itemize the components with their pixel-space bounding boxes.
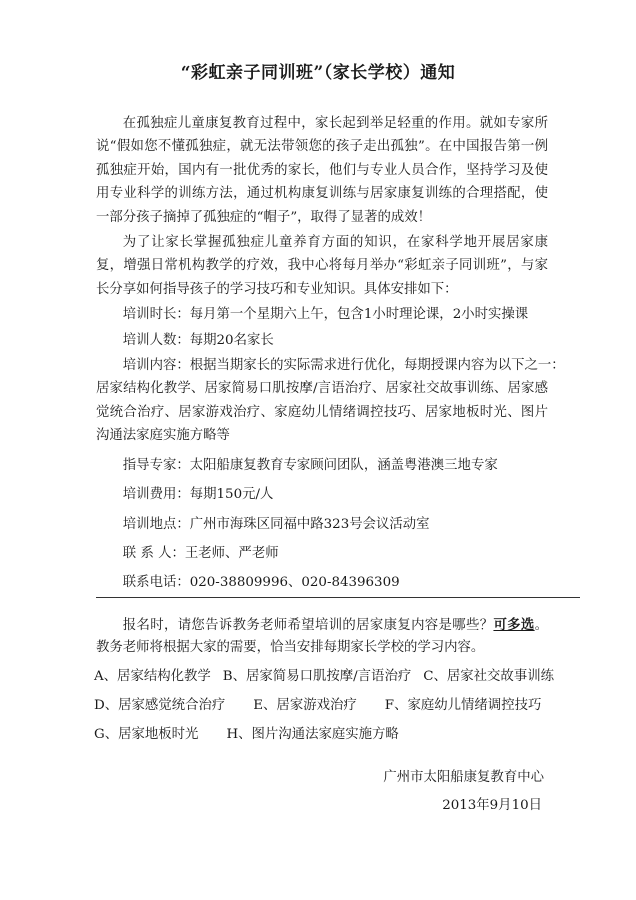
training-fee: 培训费用：每期150元/人 (122, 487, 274, 503)
option-c: C、居家社交故事训练 (423, 669, 554, 684)
guiding-experts: 指导专家：太阳船康复教育专家顾问团队，涵盖粤港澳三地专家 (122, 457, 498, 473)
contact-person: 联 系 人：王老师、严老师 (122, 545, 279, 561)
training-content-lead: 培训内容：根据当期家长的实际需求进行优化，每期授课内容为以下之一： (122, 358, 565, 374)
options-row-3 (94, 724, 548, 746)
signup-intro-text: 报名时，请您告诉教务老师希望培训的居家康复内容是哪些？ (122, 618, 494, 633)
contact-phone: 联系电话：020-38809996、020-84396309 (122, 575, 400, 591)
training-attendees: 培训人数：每期20名家长 (122, 332, 274, 348)
option-d: D、居家感觉统合治疗 (94, 698, 226, 713)
option-e: E、居家游戏治疗 (253, 698, 357, 713)
option-b: B、居家简易口肌按摩/言语治疗 (222, 669, 412, 684)
purpose-paragraph: 为了让家长掌握孤独症儿童养育方面的知识，在家科学地开展居家康复，增强日常机构教学的疗效，我中心将每月举办“彩虹亲子同训班”，与家长分享如何指导孩子的学习技巧和专业知识。具体安排如下： (96, 235, 548, 297)
section-divider (96, 597, 580, 598)
option-f: F、家庭幼儿情绪调控技巧 (384, 698, 542, 713)
issuing-organization: 广州市太阳船康复教育中心 (383, 770, 544, 785)
training-location: 培训地点：广州市海珠区同福中路323号会议活动室 (122, 516, 430, 532)
signup-section (94, 614, 554, 746)
intro-paragraph: 在孤独症儿童康复教育过程中，家长起到举足轻重的作用。就如专家所说“假如您不懂孤独症，就无法带领您的孩子走出孤独”。在中国报告第一例孤独症开始，国内有一批优秀的家长，他们与专业人员合作，坚持学习及使用专业科学的训练方法，通过机构康复训练与居家康复训练的合理搭配，使一部分孩子摘掉了孤独症的“帽子”，取得了显著的成效！ (96, 116, 548, 225)
training-duration: 培训时长：每月第一个星期六上午，包含1小时理论课，2小时实操课 (122, 307, 529, 323)
options-row-2 (94, 695, 548, 717)
option-a: A、居家结构化教学 (94, 669, 211, 684)
training-content-list: 居家结构化教学、居家简易口肌按摩/言语治疗、居家社交故事训练、居家感觉统合治疗、居家游戏治疗、家庭幼儿情绪调控技巧、居家地板时光、图片沟通法家庭实施方略等 (96, 381, 548, 444)
option-h: H、图片沟通法家庭实施方略 (226, 727, 399, 742)
option-g: G、居家地板时光 (94, 727, 199, 742)
notice-body (96, 112, 565, 595)
page-title: “彩虹亲子同训班”（家长学校）通知 (180, 63, 456, 83)
multi-select-note: 可多选 (493, 617, 535, 633)
signup-intro-text-2: 。教务老师将根据大家的需要，恰当安排每期家长学校的学习内容。 (96, 618, 549, 655)
signup-intro (96, 614, 548, 659)
options-row-1 (94, 666, 554, 688)
issue-date: 2013年9月10日 (442, 798, 542, 813)
